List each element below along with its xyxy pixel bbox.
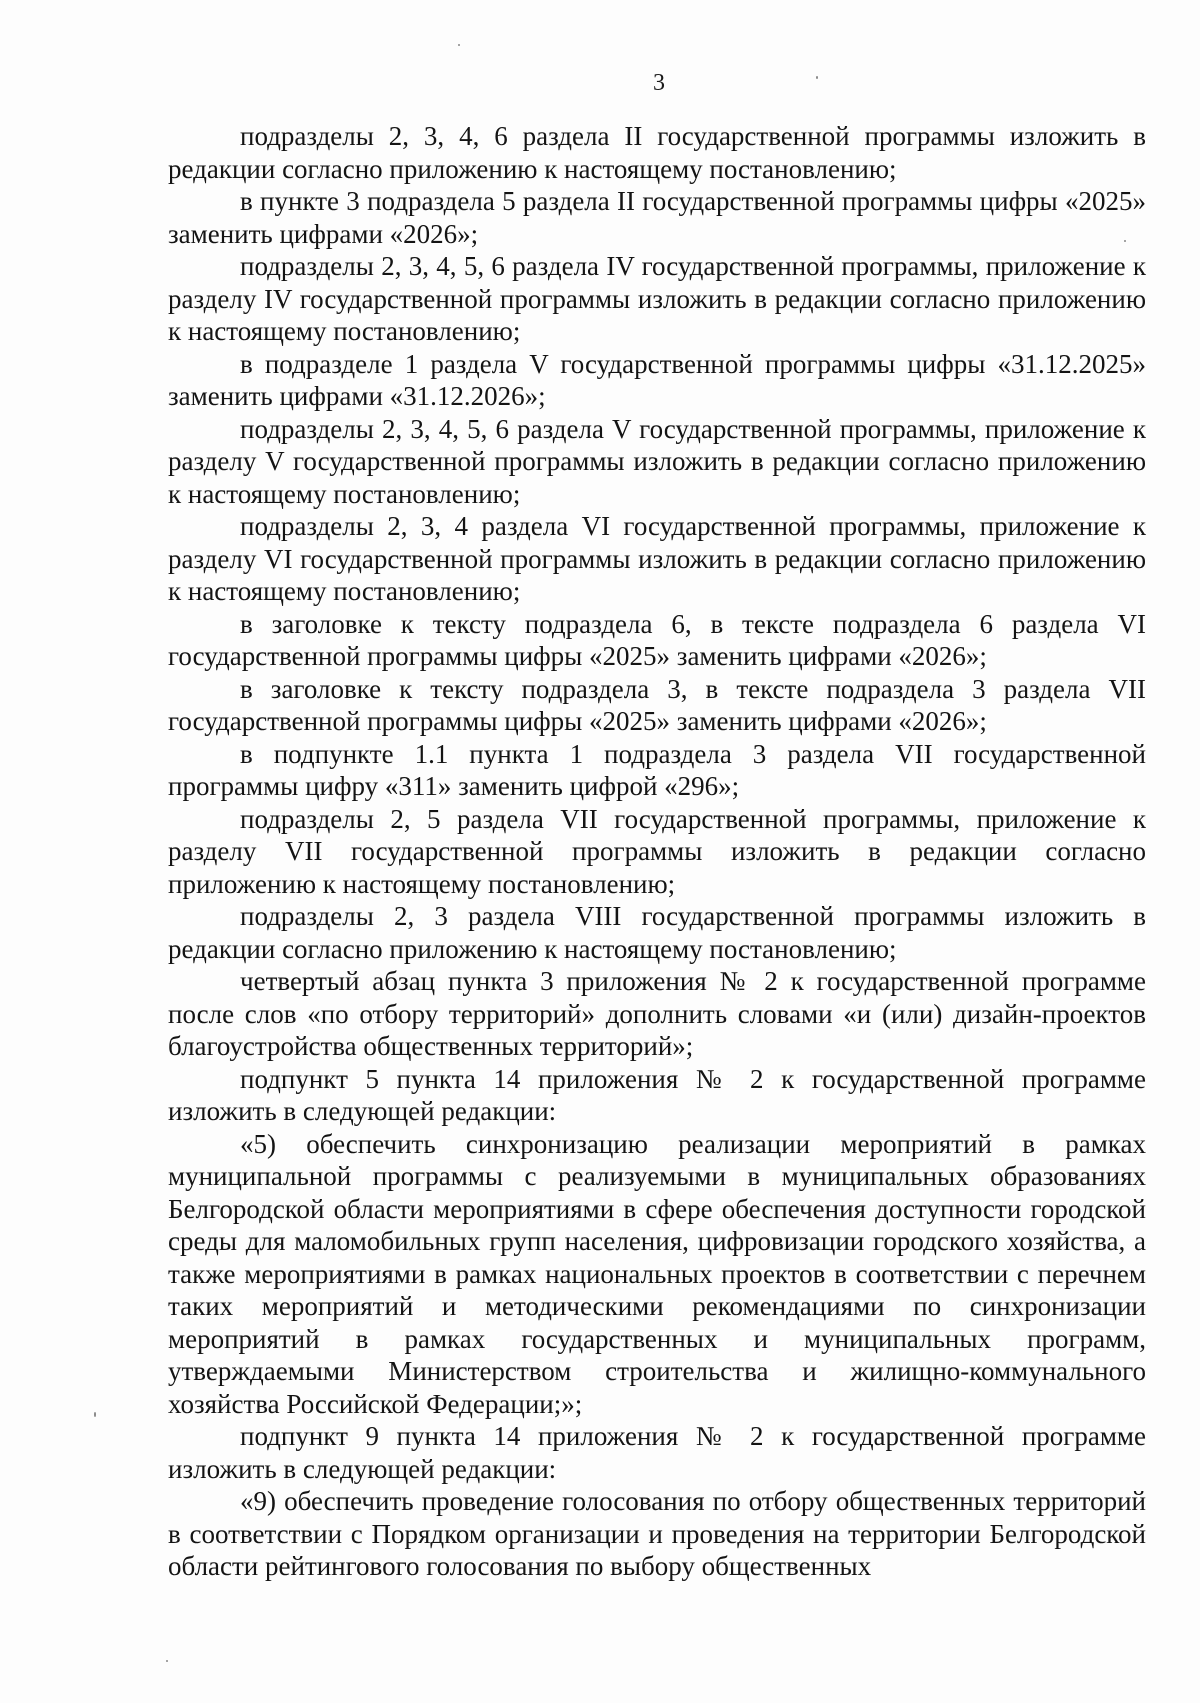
paragraph: в подразделе 1 раздела V государственной программы цифры «31.12.2025» заменить цифрами «31.12.2026»; <box>168 348 1146 411</box>
paragraph: подразделы 2, 3, 4, 6 раздела II государственной программы изложить в редакции согласно приложению к настоящему постановлению; <box>168 121 1146 184</box>
paragraph: подразделы 2, 3, 4, 5, 6 раздела IV государственной программы, приложение к разделу IV государственной программы изложить в редакции согласно приложению к настоящему постановлению; <box>168 251 1146 346</box>
scan-speck <box>1124 240 1126 242</box>
scan-speck <box>458 44 460 46</box>
paragraph: подразделы 2, 5 раздела VII государственной программы, приложение к разделу VII государственной программы изложить в редакции согласно приложению к настоящему постановлению; <box>168 803 1146 899</box>
paragraph: подразделы 2, 3 раздела VIII государственной программы изложить в редакции согласно приложению к настоящему постановлению; <box>168 901 1146 964</box>
paragraph: «5) обеспечить синхронизацию реализации мероприятий в рамках муниципальной программы с реализуемыми в муниципальных образованиях Белгородской области мероприятиями в сфере обеспечения доступности городской среды для маломобильных групп населения, цифровизации городского хозяйства, а также мероприятиями в рамках национальных проектов в соответствии с перечнем таких мероприятий и методическими рекомендациями по синхронизации мероприятий в рамках государственных и муниципальных программ, утверждаемыми Министерством строительства и жилищно-коммунального хозяйства Российской Федерации;»; <box>168 1128 1146 1419</box>
page-number: 3 <box>653 70 665 96</box>
paragraph: четвертый абзац пункта 3 приложения № 2 к государственной программе после слов «по отбору территорий» дополнить словами «и (или) дизайн-проектов благоустройства общественных территорий»; <box>168 966 1146 1061</box>
paragraph: подпункт 9 пункта 14 приложения № 2 к государственной программе изложить в следующей редакции: <box>168 1421 1146 1484</box>
document-body <box>168 120 1146 1583</box>
paragraph: подразделы 2, 3, 4, 5, 6 раздела V государственной программы, приложение к разделу V государственной программы изложить в редакции согласно приложению к настоящему постановлению; <box>168 413 1146 509</box>
paragraph: в заголовке к тексту подраздела 3, в тексте подраздела 3 раздела VII государственной программы цифры «2025» заменить цифрами «2026»; <box>168 673 1146 736</box>
scan-speck <box>816 76 818 79</box>
scan-speck <box>94 1412 96 1417</box>
paragraph: в пункте 3 подраздела 5 раздела II государственной программы цифры «2025» заменить цифрами «2026»; <box>168 186 1146 249</box>
paragraph: в заголовке к тексту подраздела 6, в тексте подраздела 6 раздела VI государственной программы цифры «2025» заменить цифрами «2026»; <box>168 608 1146 671</box>
paragraph: в подпункте 1.1 пункта 1 подраздела 3 раздела VII государственной программы цифру «311» заменить цифрой «296»; <box>168 738 1146 801</box>
scan-speck <box>166 1660 168 1662</box>
paragraph: подпункт 5 пункта 14 приложения № 2 к государственной программе изложить в следующей редакции: <box>168 1063 1146 1126</box>
paragraph: подразделы 2, 3, 4 раздела VI государственной программы, приложение к разделу VI государственной программы изложить в редакции согласно приложению к настоящему постановлению; <box>168 511 1146 606</box>
paragraph: «9) обеспечить проведение голосования по отбору общественных территорий в соответствии с Порядком организации и проведения на территории Белгородской области рейтингового голосования по выбору общественных <box>168 1486 1146 1581</box>
